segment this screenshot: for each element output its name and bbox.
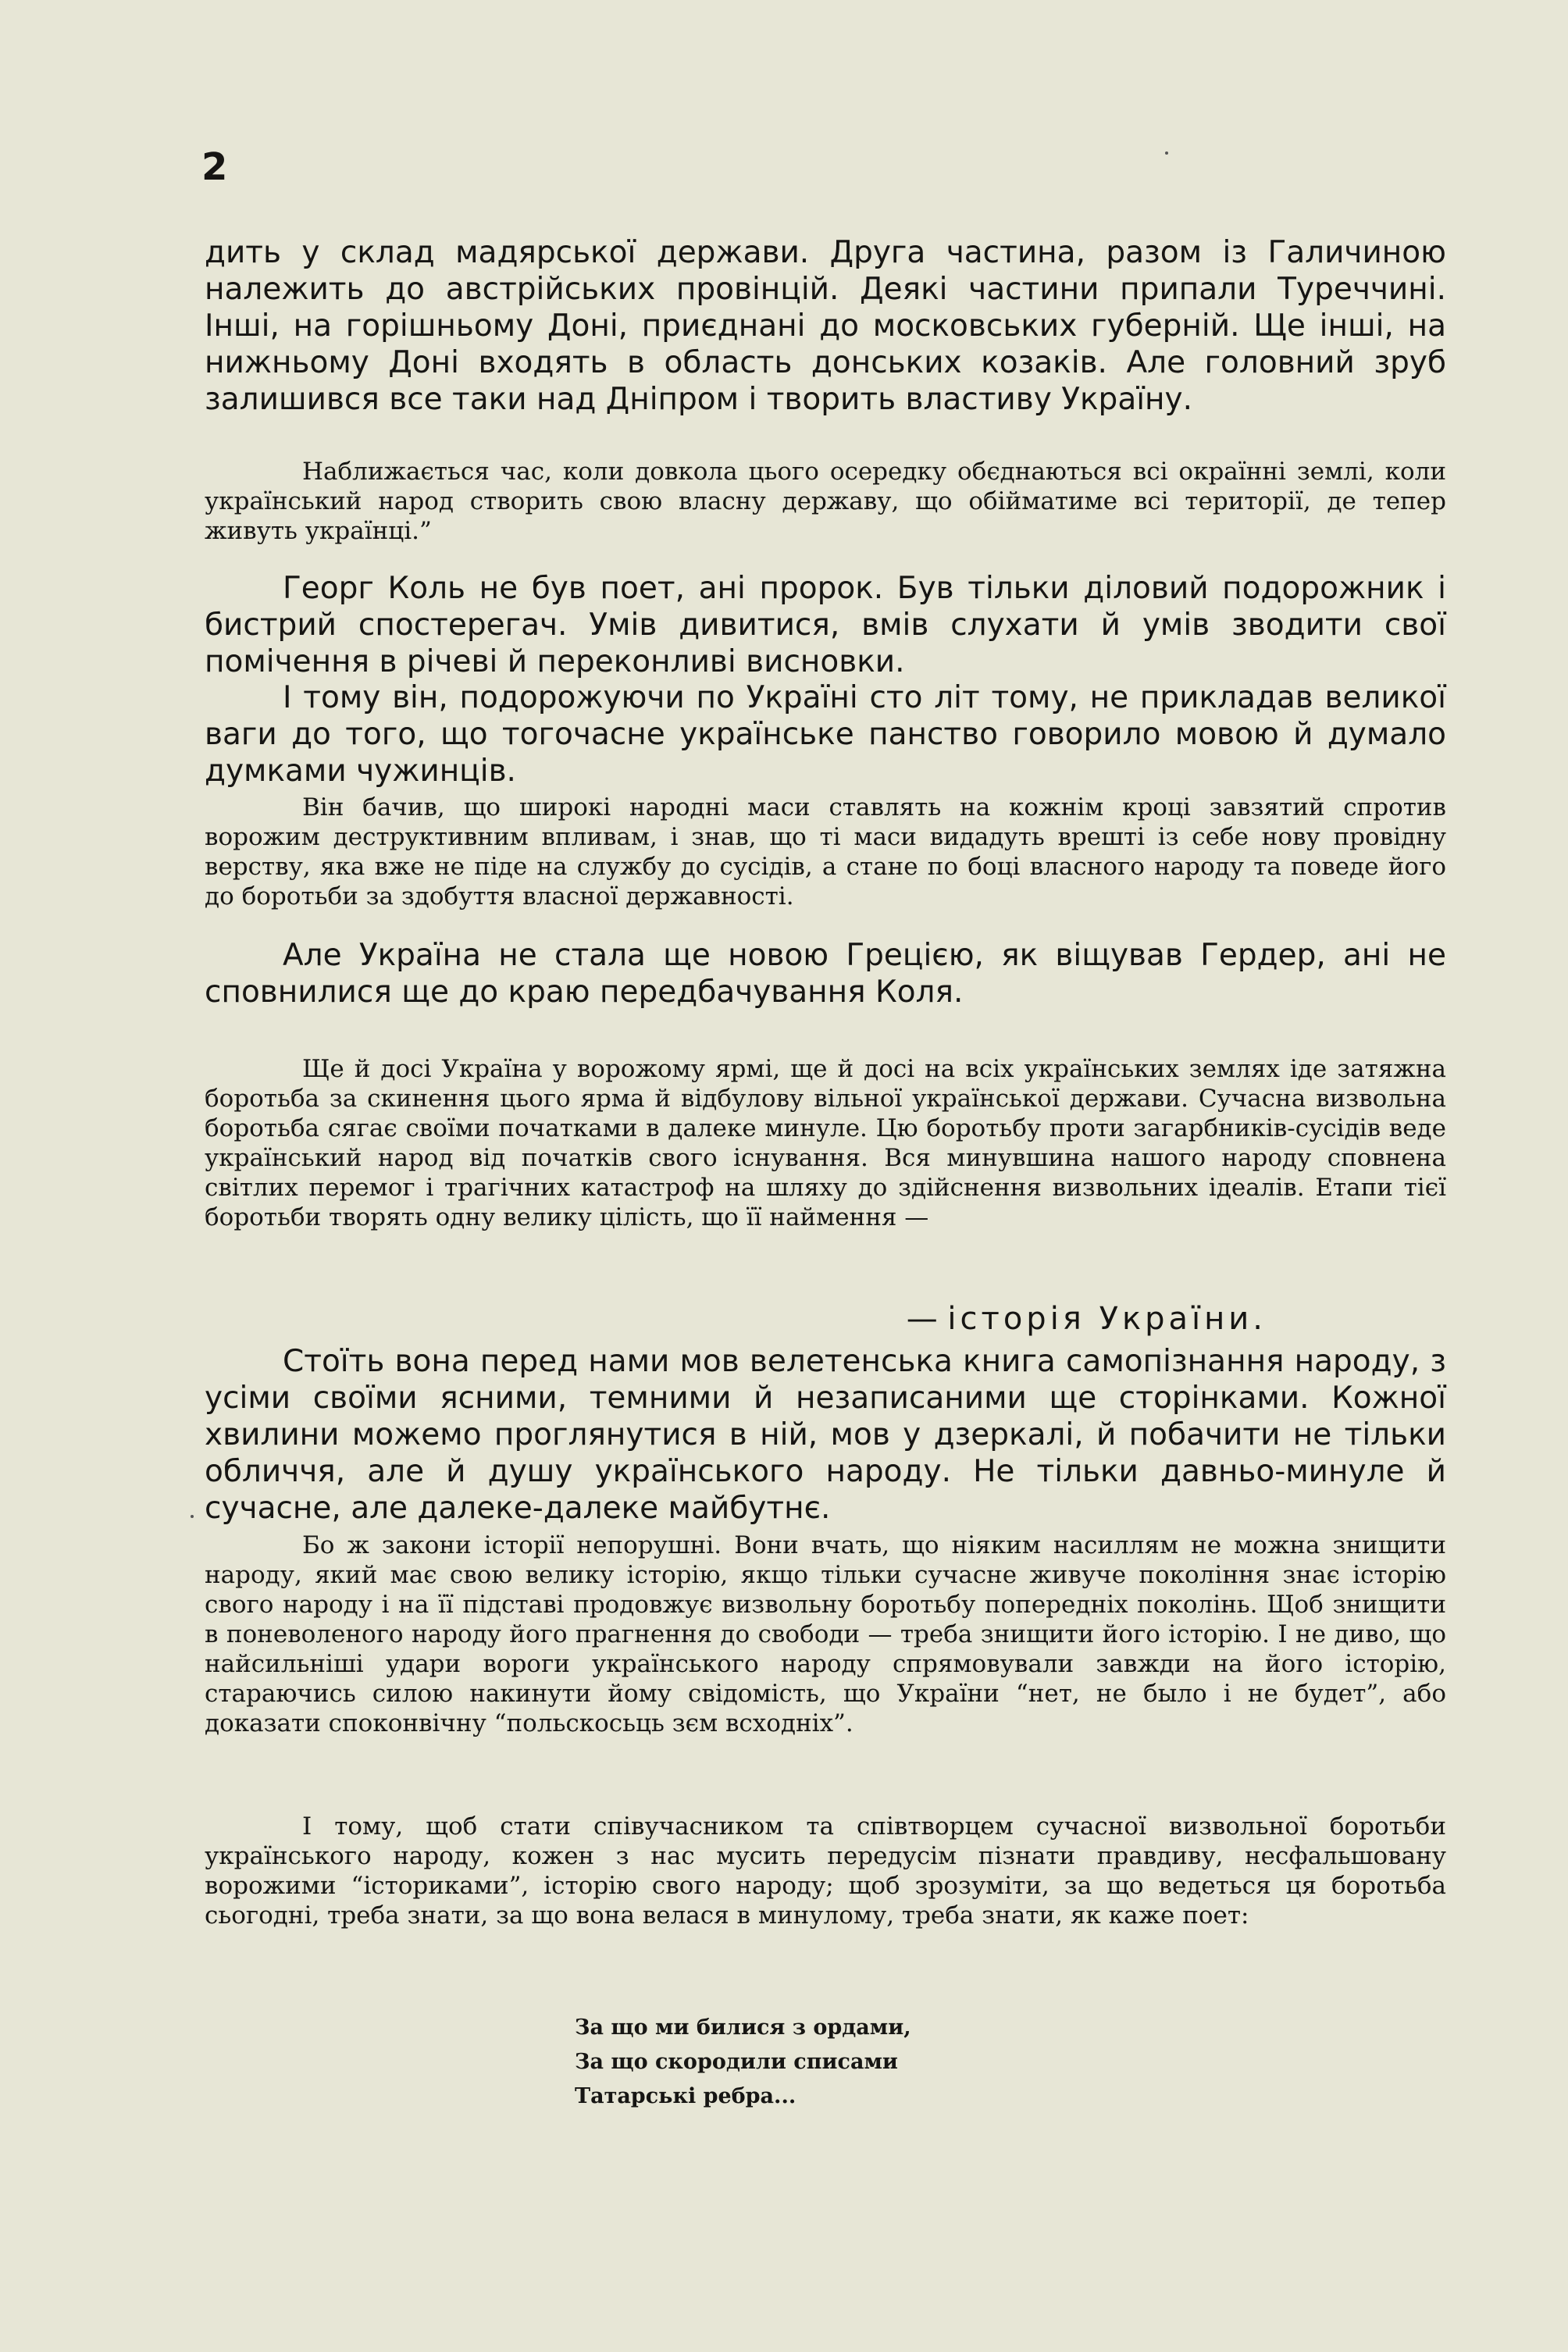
paragraph-3: Георг Коль не був поет, ані пророк. Був тільки діловий подорожник і бистрий спостерегач. Умів дивитися, вмів слухати й умів зводити свої помічення в річеві й переконливі висновки. [205,571,1446,679]
verse-line-1: За що ми билися з ордами, [575,2015,911,2040]
paragraph-4: І тому він, подорожуючи по Україні сто літ тому, не прикладав великої ваги до того, що тогочасне українське панство говорило мовою й думало думками чужинців. [205,680,1446,789]
paragraph-9: Бо ж закони історії непорушні. Вони вчать, що ніяким насиллям не можна знищити народу, який має свою велику історію, якщо тільки сучасне живуче покоління знає історію свого народу і на її підставі продовжує визвольну боротьбу попередніх поколінь. Щоб знищити в поневоленого народу його прагнення до свободи — треба знищити його історію. І не диво, що найсильніші удари вороги українського народу спрямовували завжди на його історію, стараючись силою накинути йому свідомість, що України “нет, не было і не будет”, або доказати споконвічну “польскосьць зєм всходніх”. [205,1531,1446,1737]
verse-quote [575,2011,911,2114]
scan-speck [1165,151,1168,155]
section-heading [205,1300,1267,1338]
heading-text: історія України. [947,1301,1267,1337]
verse-line-3: Татарські ребра... [575,2084,796,2108]
paragraph-5: Він бачив, що широкі народні маси ставлять на кожнім кроці завзятий спротив ворожим деструктивним впливам, і знав, що ті маси видадуть врешті із себе нову провідну верству, яка вже не піде на службу до сусідів, а стане по боці власного народу та поведе його до боротьби за здобуття власної державності. [205,793,1446,911]
verse-line-2: За що скородили списами [575,2050,898,2074]
scan-speck [191,1515,194,1518]
quote-paragraph: Наближається час, коли довкола цього осередку обєднаються всі окраїнні землі, коли український народ створить свою власну державу, що обійматиме всі території, де тепер живуть українці.” [205,458,1446,545]
paragraph-1: дить у склад мадярської держави. Друга частина, разом із Галичиною належить до австрійських провінцій. Деякі частини припали Туреччині. Інші, на горішньому Доні, приєднані до московських губерній. Ще інші, на нижньому Доні входять в область донських козаків. Але головний зруб залишився все таки над Дніпром і творить властиву Україну. [205,235,1446,417]
paragraph-8: Стоїть вона перед нами мов велетенська книга самопізнання народу, з усіми своїми ясними, темними й незаписаними ще сторінками. Кожної хвилини можемо проглянутися в ній, мов у дзеркалі, й побачити не тільки обличчя, але й душу українського народу. Не тільки давньо-минуле й сучасне, але далеке-далеке майбутнє. [205,1344,1446,1526]
paragraph-10: І тому, щоб стати співучасником та співтворцем сучасної визвольної боротьби українського народу, кожен з нас мусить передусім пізнати правдиву, несфальшовану ворожими “істориками”, історію свого народу; щоб зрозуміти, за що ведеться ця боротьба сьогодні, треба знати, за що вона велася в минулому, треба знати, як каже поет: [205,1812,1446,1930]
heading-dash: — [906,1301,948,1337]
paragraph-7: Ще й досі Україна у ворожому ярмі, ще й досі на всіх українських землях іде затяжна боротьба за скинення цього ярма й відбулову вільної української держави. Сучасна визвольна боротьба сягає своїми початками в далеке минуле. Цю боротьбу проти загарбників-сусідів веде український народ від початків свого існування. Вся минувшина нашого народу сповнена світлих перемог і трагічних катастроф на шляху до здійснення визвольних ідеалів. Етапи тієї боротьби творять одну велику цілість, що її наймення — [205,1055,1446,1231]
page-number: 2 [201,145,228,189]
paragraph-6: Але Україна не стала ще новою Грецією, як віщував Гердер, ані не сповнилися ще до краю передбачування Коля. [205,938,1446,1010]
